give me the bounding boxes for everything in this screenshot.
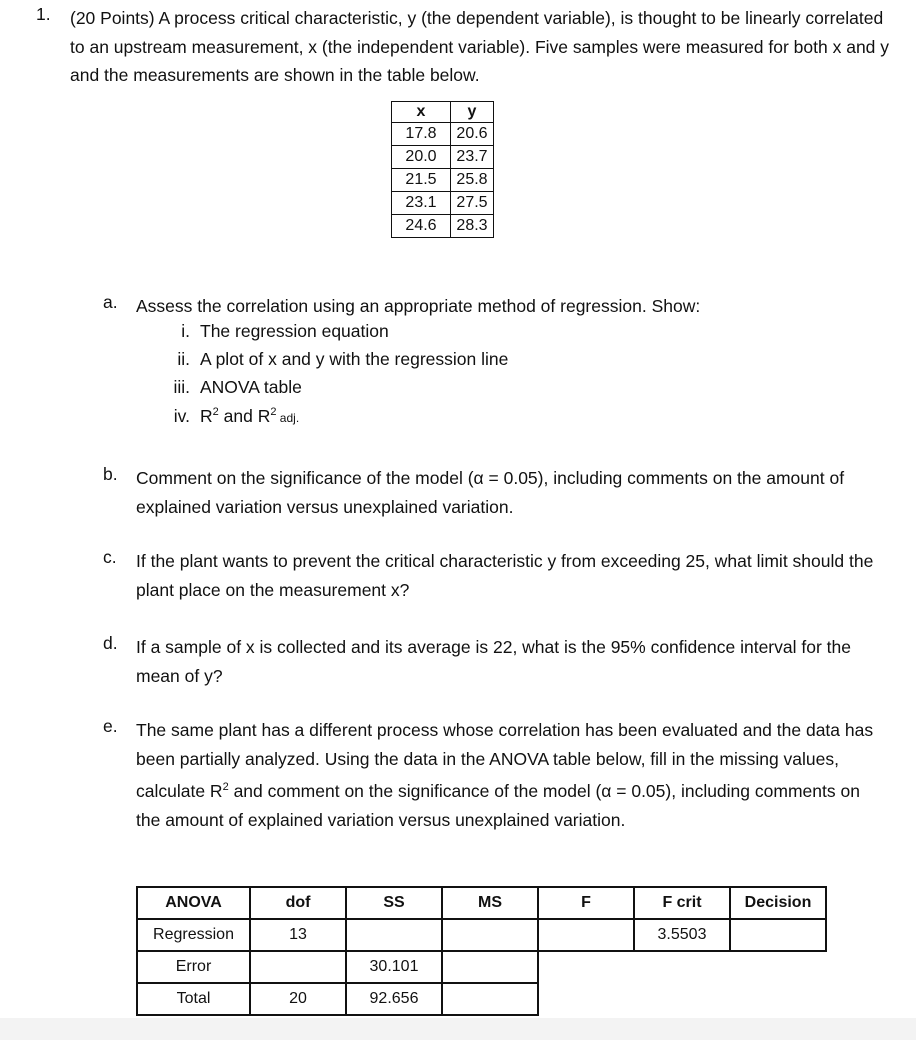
question-text: (20 Points) A process critical characteristic, y (the dependent variable), is thought to be linearly correlated to an upstream measurement, x (the independent variable). Five samples were measured for both x and y and the measurements are shown in the table below. — [70, 8, 890, 85]
anova-cell: 30.101 — [346, 951, 442, 983]
cell-y: 27.5 — [451, 192, 494, 215]
question-number: 1. — [36, 4, 51, 24]
part-a-item-3: ANOVA table — [200, 377, 302, 397]
table-row — [392, 215, 494, 238]
part-a-item-4: $R^2$ and $R^2$ adj. — [200, 406, 300, 426]
part-d-text: If a sample of x is collected and its average is 22, what is the 95% confidence interval for the mean of y? — [136, 637, 851, 686]
anova-cell: Total — [137, 983, 250, 1015]
table-row — [392, 146, 494, 169]
part-b-text: Comment on the significance of the model (α = 0.05), including comments on the amount of explained variation versus unexplained variation. — [136, 468, 845, 517]
anova-cell — [730, 919, 826, 951]
anova-cell: Error — [137, 951, 250, 983]
part-a-item-1: The regression equation — [200, 321, 389, 341]
cell-x: 17.8 — [392, 123, 451, 146]
anova-cell — [346, 919, 442, 951]
part-a-roman-3: iii. — [173, 377, 190, 397]
part-e-letter: e. — [103, 716, 118, 736]
cell-x: 24.6 — [392, 215, 451, 238]
cell-x: 23.1 — [392, 192, 451, 215]
anova-cell — [250, 951, 346, 983]
anova-cell — [442, 983, 538, 1015]
anova-cell: 92.656 — [346, 983, 442, 1015]
anova-header-cell: ANOVA — [137, 887, 250, 919]
part-c-letter: c. — [103, 547, 117, 567]
anova-table — [136, 886, 827, 1016]
anova-header-cell: F — [538, 887, 634, 919]
part-a-roman-1: i. — [181, 321, 190, 341]
cell-y: 20.6 — [451, 123, 494, 146]
anova-cell: 20 — [250, 983, 346, 1015]
page-bottom-edge — [0, 1018, 916, 1040]
cell-x: 20.0 — [392, 146, 451, 169]
xy-data-table — [391, 101, 494, 238]
part-a-item-2: A plot of x and y with the regression line — [200, 349, 509, 369]
anova-row-error — [137, 951, 826, 983]
anova-cell — [442, 919, 538, 951]
anova-header-row — [137, 887, 826, 919]
anova-header-cell: Decision — [730, 887, 826, 919]
table-row — [392, 169, 494, 192]
cell-y: 25.8 — [451, 169, 494, 192]
part-d-letter: d. — [103, 633, 118, 653]
anova-cell: Regression — [137, 919, 250, 951]
part-a-letter: a. — [103, 292, 118, 312]
anova-cell — [442, 951, 538, 983]
anova-cell: 13 — [250, 919, 346, 951]
anova-cell — [538, 919, 634, 951]
header-y: y — [451, 102, 494, 123]
table-row — [392, 123, 494, 146]
anova-header-cell: SS — [346, 887, 442, 919]
anova-row-regression — [137, 919, 826, 951]
cell-y: 28.3 — [451, 215, 494, 238]
cell-y: 23.7 — [451, 146, 494, 169]
anova-header-cell: F crit — [634, 887, 730, 919]
anova-header-cell: MS — [442, 887, 538, 919]
anova-cell: 3.5503 — [634, 919, 730, 951]
part-a-roman-2: ii. — [177, 349, 190, 369]
anova-row-total — [137, 983, 826, 1015]
part-a-roman-4: iv. — [173, 406, 190, 426]
anova-header-cell: dof — [250, 887, 346, 919]
header-x: x — [392, 102, 451, 123]
part-e-text: The same plant has a different process whose correlation has been evaluated and the data has been partially analyzed. Using the data in the ANOVA table below, fill in the missing values, calculate $R^2$ and comment on the significance of the model (α = 0.05), including comments on the amount of explained variation versus unexplained variation. — [136, 720, 874, 830]
part-b-letter: b. — [103, 464, 118, 484]
table-header-row — [392, 102, 494, 123]
part-a-text: Assess the correlation using an appropriate method of regression. Show: — [136, 296, 701, 316]
table-row — [392, 192, 494, 215]
part-c-text: If the plant wants to prevent the critical characteristic y from exceeding 25, what limit should the plant place on the measurement x? — [136, 551, 874, 600]
cell-x: 21.5 — [392, 169, 451, 192]
